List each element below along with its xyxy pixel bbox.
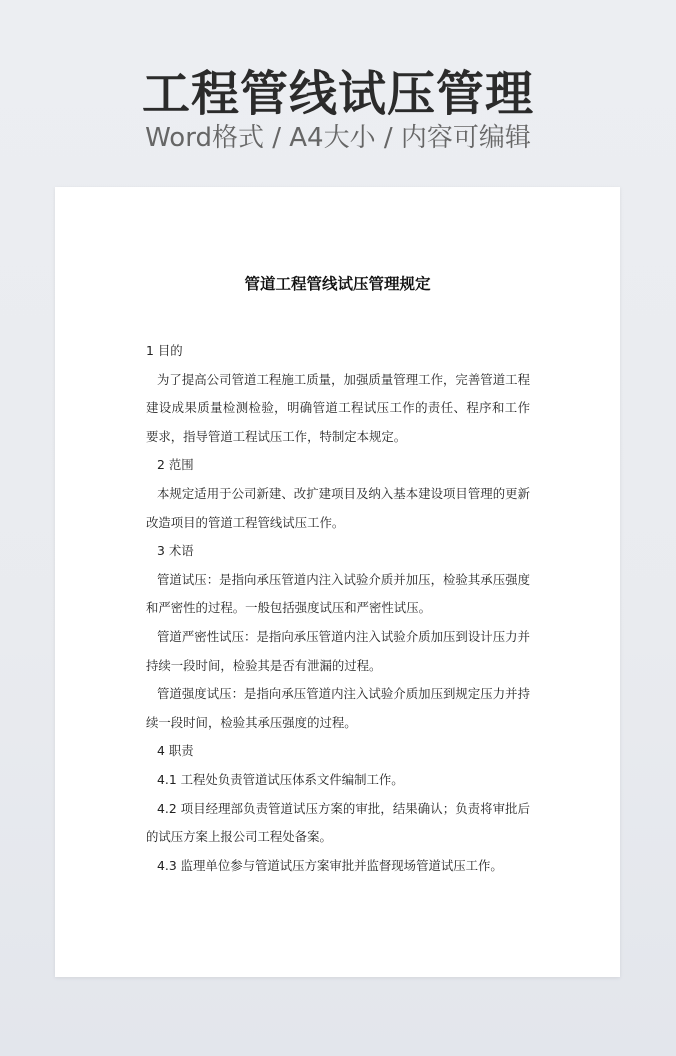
paragraph-purpose: 为了提高公司管道工程施工质量，加强质量管理工作，完善管道工程建设成果质量检测检验，明确管道工程试压工作的责任、程序和工作要求，指导管道工程试压工作，特制定本规定。 <box>146 371 530 444</box>
section-heading-purpose: 1 目的 <box>146 343 183 358</box>
document-title: 管道工程管线试压管理规定 <box>244 275 431 293</box>
section-heading-duties: 4 职责 <box>157 743 194 759</box>
paragraph-duty-4-2: 4.2 项目经理部负责管道试压方案的审批，结果确认；负责将审批后的试压方案上报公司工程处备案。 <box>146 800 530 845</box>
hero-subtitle: Word格式 / A4大小 / 内容可编辑 <box>145 123 531 153</box>
hero-title: 工程管线试压管理 <box>141 66 534 122</box>
section-heading-scope: 2 范围 <box>157 457 194 473</box>
paragraph-duty-4-3: 4.3 监理单位参与管道试压方案审批并监督现场管道试压工作。 <box>157 857 503 873</box>
paragraph-scope: 本规定适用于公司新建、改扩建项目及纳入基本建设项目管理的更新改造项目的管道工程管线试压工作。 <box>146 485 530 530</box>
paragraph-term-pipe-test: 管道试压：是指向承压管道内注入试验介质并加压，检验其承压强度和严密性的过程。一般包括强度试压和严密性试压。 <box>146 571 530 616</box>
paragraph-duty-4-1: 4.1 工程处负责管道试压体系文件编制工作。 <box>157 771 404 787</box>
section-heading-terms: 3 术语 <box>157 543 194 559</box>
document-page <box>55 187 620 977</box>
paragraph-term-strength-test: 管道强度试压：是指向承压管道内注入试验介质加压到规定压力并持续一段时间，检验其承压强度的过程。 <box>146 686 530 730</box>
document-body <box>146 337 530 880</box>
paragraph-term-tightness-test: 管道严密性试压：是指向承压管道内注入试验介质加压到设计压力并持续一段时间，检验其是否有泄漏的过程。 <box>146 628 530 673</box>
